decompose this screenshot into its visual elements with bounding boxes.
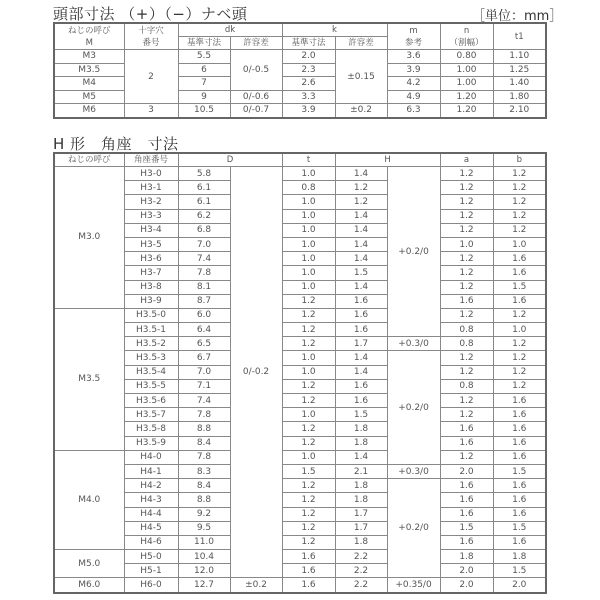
- cell-seat-no: H3-0: [124, 167, 178, 181]
- cell-t: 1.2: [282, 493, 335, 507]
- header-b: b: [493, 153, 546, 167]
- table-row: [54, 209, 546, 223]
- cell-seat-no: H4-1: [124, 464, 178, 478]
- table-row: [54, 365, 546, 379]
- table-row: [54, 422, 546, 436]
- cell-D: 7.8: [178, 266, 230, 280]
- pan-head-dimension-table: [53, 22, 547, 119]
- cell-D: 9.5: [178, 521, 230, 535]
- cell-seat-no: H3-6: [124, 252, 178, 266]
- cell-H-tol: +0.2/0: [387, 479, 440, 578]
- cell-nominal: M5: [54, 90, 124, 104]
- table-row: [54, 104, 546, 118]
- cell-t: 1.0: [282, 223, 335, 237]
- table-row: [54, 493, 546, 507]
- cell-a: 1.2: [440, 266, 493, 280]
- cell-nominal: M3: [54, 50, 124, 64]
- table-row: [54, 223, 546, 237]
- cell-nominal-group: M6.0: [54, 578, 124, 593]
- cell-dk-tol: 0/-0.6: [230, 90, 282, 104]
- cell-seat-no: H5-0: [124, 550, 178, 564]
- cell-k-tol: ±0.2: [335, 104, 387, 118]
- table-row: [54, 507, 546, 521]
- cell-t: 1.0: [282, 280, 335, 294]
- cell-t: 1.6: [282, 564, 335, 578]
- header-cross-recess: 十字穴 番号: [124, 23, 178, 50]
- cell-dk: 9: [178, 90, 230, 104]
- header-k-base: 基準寸法: [282, 37, 335, 50]
- header-dk-base: 基準寸法: [178, 37, 230, 50]
- cell-H: 2.2: [335, 564, 387, 578]
- cell-H: 1.8: [335, 422, 387, 436]
- cell-b: 1.2: [493, 209, 546, 223]
- cell-a: 1.2: [440, 280, 493, 294]
- header-t: t: [282, 153, 335, 167]
- cell-seat-no: H3.5-3: [124, 351, 178, 365]
- cell-a: 2.0: [440, 578, 493, 593]
- header-dk: dk: [178, 23, 282, 37]
- cell-D: 6.4: [178, 323, 230, 337]
- cell-D: 8.7: [178, 294, 230, 308]
- cell-m: 3.6: [387, 50, 440, 64]
- cell-a: 0.8: [440, 323, 493, 337]
- cell-D: 12.7: [178, 578, 230, 593]
- cell-H: 1.8: [335, 436, 387, 450]
- cell-n: 1.20: [440, 104, 493, 118]
- cell-b: 1.6: [493, 422, 546, 436]
- table-row: [54, 294, 546, 308]
- cell-seat-no: H3-2: [124, 195, 178, 209]
- cell-H: 1.5: [335, 266, 387, 280]
- cell-nominal: M6: [54, 104, 124, 118]
- cell-b: 1.2: [493, 308, 546, 322]
- cell-t: 1.2: [282, 337, 335, 351]
- cell-a: 1.6: [440, 507, 493, 521]
- cell-a: 1.2: [440, 181, 493, 195]
- cell-a: 1.2: [440, 252, 493, 266]
- cell-H: 1.6: [335, 294, 387, 308]
- cell-seat-no: H4-6: [124, 535, 178, 549]
- cell-a: 1.2: [440, 351, 493, 365]
- table-row: [54, 308, 546, 322]
- cell-a: 1.6: [440, 535, 493, 549]
- cell-b: 1.6: [493, 450, 546, 464]
- cell-H: 1.2: [335, 195, 387, 209]
- cell-H: 1.8: [335, 493, 387, 507]
- cell-b: 1.6: [493, 408, 546, 422]
- cell-n: 1.20: [440, 90, 493, 104]
- cell-D: 6.2: [178, 209, 230, 223]
- header-t1: t1: [493, 23, 546, 50]
- cell-b: 1.5: [493, 464, 546, 478]
- cell-a: 1.2: [440, 167, 493, 181]
- cell-b: 1.5: [493, 521, 546, 535]
- cell-D: 10.4: [178, 550, 230, 564]
- cell-D: 6.8: [178, 223, 230, 237]
- cell-dk-tol: 0/-0.5: [230, 50, 282, 91]
- cell-b: 1.2: [493, 379, 546, 393]
- cell-b: 1.5: [493, 564, 546, 578]
- cell-D: 9.2: [178, 507, 230, 521]
- cell-a: 1.5: [440, 521, 493, 535]
- cell-H: 1.4: [335, 237, 387, 251]
- cell-H: 1.7: [335, 507, 387, 521]
- cell-a: 1.6: [440, 294, 493, 308]
- cell-b: 1.6: [493, 436, 546, 450]
- header-D: D: [178, 153, 282, 167]
- cell-t: 1.0: [282, 209, 335, 223]
- cell-m: 4.2: [387, 77, 440, 91]
- header-seat-no: 角座番号: [124, 153, 178, 167]
- cell-D: 8.4: [178, 436, 230, 450]
- cell-t: 1.6: [282, 578, 335, 593]
- table-row: [54, 464, 546, 478]
- cell-b: 1.6: [493, 507, 546, 521]
- cell-n: 1.00: [440, 63, 493, 77]
- cell-k: 3.9: [282, 104, 335, 118]
- table-row: [54, 351, 546, 365]
- cell-a: 1.0: [440, 237, 493, 251]
- cell-H-tol: +0.3/0: [387, 464, 440, 478]
- cell-H: 2.2: [335, 578, 387, 593]
- cell-b: 1.6: [493, 535, 546, 549]
- cell-seat-no: H3.5-8: [124, 422, 178, 436]
- table-row: [54, 50, 546, 64]
- cell-seat-no: H3.5-2: [124, 337, 178, 351]
- cell-b: 1.6: [493, 252, 546, 266]
- cell-t: 1.0: [282, 365, 335, 379]
- cell-H: 1.7: [335, 521, 387, 535]
- cell-cross: 2: [124, 50, 178, 104]
- cell-t: 1.2: [282, 436, 335, 450]
- cell-D: 6.7: [178, 351, 230, 365]
- cell-nominal-group: M3.5: [54, 308, 124, 450]
- cell-D: 8.4: [178, 479, 230, 493]
- cell-seat-no: H3.5-5: [124, 379, 178, 393]
- table-row: [54, 237, 546, 251]
- cell-seat-no: H3-1: [124, 181, 178, 195]
- table-row: [54, 252, 546, 266]
- cell-t1: 1.40: [493, 77, 546, 91]
- cell-H: 1.4: [335, 252, 387, 266]
- cell-dk: 5.5: [178, 50, 230, 64]
- cell-a: 1.6: [440, 436, 493, 450]
- cell-seat-no: H3-4: [124, 223, 178, 237]
- cell-D: 7.4: [178, 252, 230, 266]
- cell-D: 7.0: [178, 237, 230, 251]
- cell-nominal-group: M3.0: [54, 167, 124, 309]
- cell-b: 1.5: [493, 280, 546, 294]
- cell-D: 8.1: [178, 280, 230, 294]
- cell-b: 1.0: [493, 237, 546, 251]
- table-row: [54, 394, 546, 408]
- cell-b: 2.0: [493, 578, 546, 593]
- cell-H-tol: +0.2/0: [387, 351, 440, 465]
- cell-H: 2.2: [335, 550, 387, 564]
- cell-a: 1.2: [440, 408, 493, 422]
- cell-b: 1.0: [493, 323, 546, 337]
- cell-a: 1.6: [440, 479, 493, 493]
- cell-dk: 10.5: [178, 104, 230, 118]
- cell-a: 1.6: [440, 422, 493, 436]
- cell-H: 1.8: [335, 479, 387, 493]
- h-seat-dimension-table: [53, 152, 547, 594]
- unit-label: ［単位：mm］: [472, 9, 563, 24]
- cell-b: 1.8: [493, 550, 546, 564]
- cell-t: 1.2: [282, 507, 335, 521]
- table-row: [54, 379, 546, 393]
- cell-m: 4.9: [387, 90, 440, 104]
- table-row: [54, 266, 546, 280]
- cell-t: 1.0: [282, 237, 335, 251]
- cell-b: 1.6: [493, 394, 546, 408]
- cell-t: 0.8: [282, 181, 335, 195]
- cell-t: 1.0: [282, 450, 335, 464]
- cell-t: 1.0: [282, 266, 335, 280]
- header-dk-tol: 許容差: [230, 37, 282, 50]
- cell-seat-no: H3-3: [124, 209, 178, 223]
- cell-b: 1.2: [493, 195, 546, 209]
- table-row: [54, 550, 546, 564]
- cell-b: 1.2: [493, 337, 546, 351]
- cell-H: 1.6: [335, 379, 387, 393]
- header-a: a: [440, 153, 493, 167]
- cell-t: 1.2: [282, 479, 335, 493]
- cell-k-tol: ±0.15: [335, 50, 387, 104]
- cell-D: 7.0: [178, 365, 230, 379]
- header-m: m 参考: [387, 23, 440, 50]
- cell-H: 1.4: [335, 167, 387, 181]
- cell-t: 1.2: [282, 422, 335, 436]
- header-k-tol: 許容差: [335, 37, 387, 50]
- cell-D: 8.8: [178, 422, 230, 436]
- table-row: [54, 195, 546, 209]
- cell-k: 2.6: [282, 77, 335, 91]
- cell-seat-no: H3.5-0: [124, 308, 178, 322]
- cell-seat-no: H3.5-4: [124, 365, 178, 379]
- cell-seat-no: H4-0: [124, 450, 178, 464]
- cell-n: 1.00: [440, 77, 493, 91]
- header-k: k: [282, 23, 387, 37]
- cell-D: 6.5: [178, 337, 230, 351]
- cell-seat-no: H4-5: [124, 521, 178, 535]
- cell-t1: 1.80: [493, 90, 546, 104]
- cell-D-tol: ±0.2: [230, 578, 282, 593]
- cell-t: 1.2: [282, 308, 335, 322]
- cell-D: 11.0: [178, 535, 230, 549]
- cell-t: 1.2: [282, 379, 335, 393]
- table-row: [54, 337, 546, 351]
- cell-b: 1.2: [493, 181, 546, 195]
- header-n: n （割幅）: [440, 23, 493, 50]
- cell-seat-no: H3.5-9: [124, 436, 178, 450]
- cell-a: 1.2: [440, 223, 493, 237]
- cell-a: 1.2: [440, 308, 493, 322]
- cell-nominal: M3.5: [54, 63, 124, 77]
- cell-D: 6.1: [178, 195, 230, 209]
- cell-seat-no: H3-9: [124, 294, 178, 308]
- cell-m: 3.9: [387, 63, 440, 77]
- cell-b: 1.6: [493, 479, 546, 493]
- cell-H: 1.5: [335, 408, 387, 422]
- cell-H: 1.6: [335, 323, 387, 337]
- cell-t1: 1.25: [493, 63, 546, 77]
- cell-b: 1.2: [493, 167, 546, 181]
- cell-H: 1.6: [335, 394, 387, 408]
- pan-head-title: 頭部寸法 （+）（−）ナベ頭: [53, 5, 248, 23]
- cell-a: 1.2: [440, 209, 493, 223]
- cell-m: 6.3: [387, 104, 440, 118]
- cell-b: 1.2: [493, 223, 546, 237]
- cell-b: 1.6: [493, 294, 546, 308]
- cell-t: 1.0: [282, 195, 335, 209]
- cell-seat-no: H4-3: [124, 493, 178, 507]
- cell-D: 12.0: [178, 564, 230, 578]
- cell-seat-no: H4-4: [124, 507, 178, 521]
- cell-D: 7.8: [178, 408, 230, 422]
- cell-seat-no: H3-7: [124, 266, 178, 280]
- table-row: [54, 450, 546, 464]
- cell-a: 1.2: [440, 394, 493, 408]
- table-row: [54, 167, 546, 181]
- cell-a: 2.0: [440, 464, 493, 478]
- table-row: [54, 564, 546, 578]
- cell-D: 8.3: [178, 464, 230, 478]
- cell-a: 1.6: [440, 493, 493, 507]
- table-row: [54, 408, 546, 422]
- table-row: [54, 479, 546, 493]
- cell-t: 1.2: [282, 521, 335, 535]
- cell-nominal: M4: [54, 77, 124, 91]
- cell-t: 1.2: [282, 323, 335, 337]
- cell-t1: 1.10: [493, 50, 546, 64]
- cell-t: 1.5: [282, 464, 335, 478]
- cell-H: 1.7: [335, 337, 387, 351]
- cell-b: 1.6: [493, 493, 546, 507]
- cell-b: 1.6: [493, 266, 546, 280]
- cell-t: 1.2: [282, 535, 335, 549]
- cell-D: 7.8: [178, 450, 230, 464]
- cell-t: 1.2: [282, 294, 335, 308]
- cell-a: 0.8: [440, 337, 493, 351]
- cell-dk: 7: [178, 77, 230, 91]
- cell-seat-no: H4-2: [124, 479, 178, 493]
- cell-b: 1.2: [493, 351, 546, 365]
- cell-H: 1.8: [335, 535, 387, 549]
- cell-H: 1.4: [335, 223, 387, 237]
- cell-a: 0.8: [440, 379, 493, 393]
- table-row: [54, 578, 546, 593]
- cell-a: 2.0: [440, 564, 493, 578]
- cell-seat-no: H3-5: [124, 237, 178, 251]
- cell-H: 1.4: [335, 280, 387, 294]
- cell-D: 6.0: [178, 308, 230, 322]
- cell-t: 1.6: [282, 550, 335, 564]
- cell-k: 3.3: [282, 90, 335, 104]
- cell-t1: 2.10: [493, 104, 546, 118]
- cell-seat-no: H5-1: [124, 564, 178, 578]
- cell-H-tol: +0.35/0: [387, 578, 440, 593]
- cell-nominal-group: M4.0: [54, 450, 124, 549]
- cell-D: 8.8: [178, 493, 230, 507]
- cell-seat-no: H3.5-6: [124, 394, 178, 408]
- cell-H: 1.2: [335, 181, 387, 195]
- table-row: [54, 181, 546, 195]
- table-row: [54, 535, 546, 549]
- cell-dk: 6: [178, 63, 230, 77]
- header-H: H: [335, 153, 440, 167]
- cell-n: 0.80: [440, 50, 493, 64]
- cell-D: 7.4: [178, 394, 230, 408]
- cell-b: 1.2: [493, 365, 546, 379]
- cell-t: 1.0: [282, 408, 335, 422]
- cell-H: 2.1: [335, 464, 387, 478]
- header-nominal: ねじの呼び M: [54, 23, 124, 50]
- table-row: [54, 436, 546, 450]
- cell-t: 1.0: [282, 167, 335, 181]
- cell-t: 1.2: [282, 394, 335, 408]
- cell-k: 2.0: [282, 50, 335, 64]
- cell-H-tol: +0.3/0: [387, 337, 440, 351]
- cell-seat-no: H3-8: [124, 280, 178, 294]
- cell-H: 1.4: [335, 209, 387, 223]
- cell-H: 1.6: [335, 308, 387, 322]
- cell-a: 1.2: [440, 450, 493, 464]
- table-row: [54, 521, 546, 535]
- cell-H: 1.4: [335, 450, 387, 464]
- cell-t: 1.0: [282, 351, 335, 365]
- cell-nominal-group: M5.0: [54, 550, 124, 578]
- h-seat-title: H 形 角座 寸法: [53, 135, 179, 153]
- cell-seat-no: H3.5-7: [124, 408, 178, 422]
- cell-t: 1.0: [282, 252, 335, 266]
- cell-H: 1.4: [335, 365, 387, 379]
- cell-H-tol: +0.2/0: [387, 167, 440, 337]
- cell-seat-no: H6-0: [124, 578, 178, 593]
- cell-a: 1.2: [440, 365, 493, 379]
- cell-D-tol: 0/-0.2: [230, 167, 282, 578]
- cell-dk-tol: 0/-0.7: [230, 104, 282, 118]
- cell-k: 2.3: [282, 63, 335, 77]
- cell-D: 5.8: [178, 167, 230, 181]
- cell-D: 7.1: [178, 379, 230, 393]
- cell-a: 1.2: [440, 195, 493, 209]
- header-nominal: ねじの呼び: [54, 153, 124, 167]
- cell-H: 1.4: [335, 351, 387, 365]
- table-row: [54, 323, 546, 337]
- cell-D: 6.1: [178, 181, 230, 195]
- cell-cross: 3: [124, 104, 178, 118]
- table-row: [54, 280, 546, 294]
- cell-seat-no: H3.5-1: [124, 323, 178, 337]
- cell-a: 1.8: [440, 550, 493, 564]
